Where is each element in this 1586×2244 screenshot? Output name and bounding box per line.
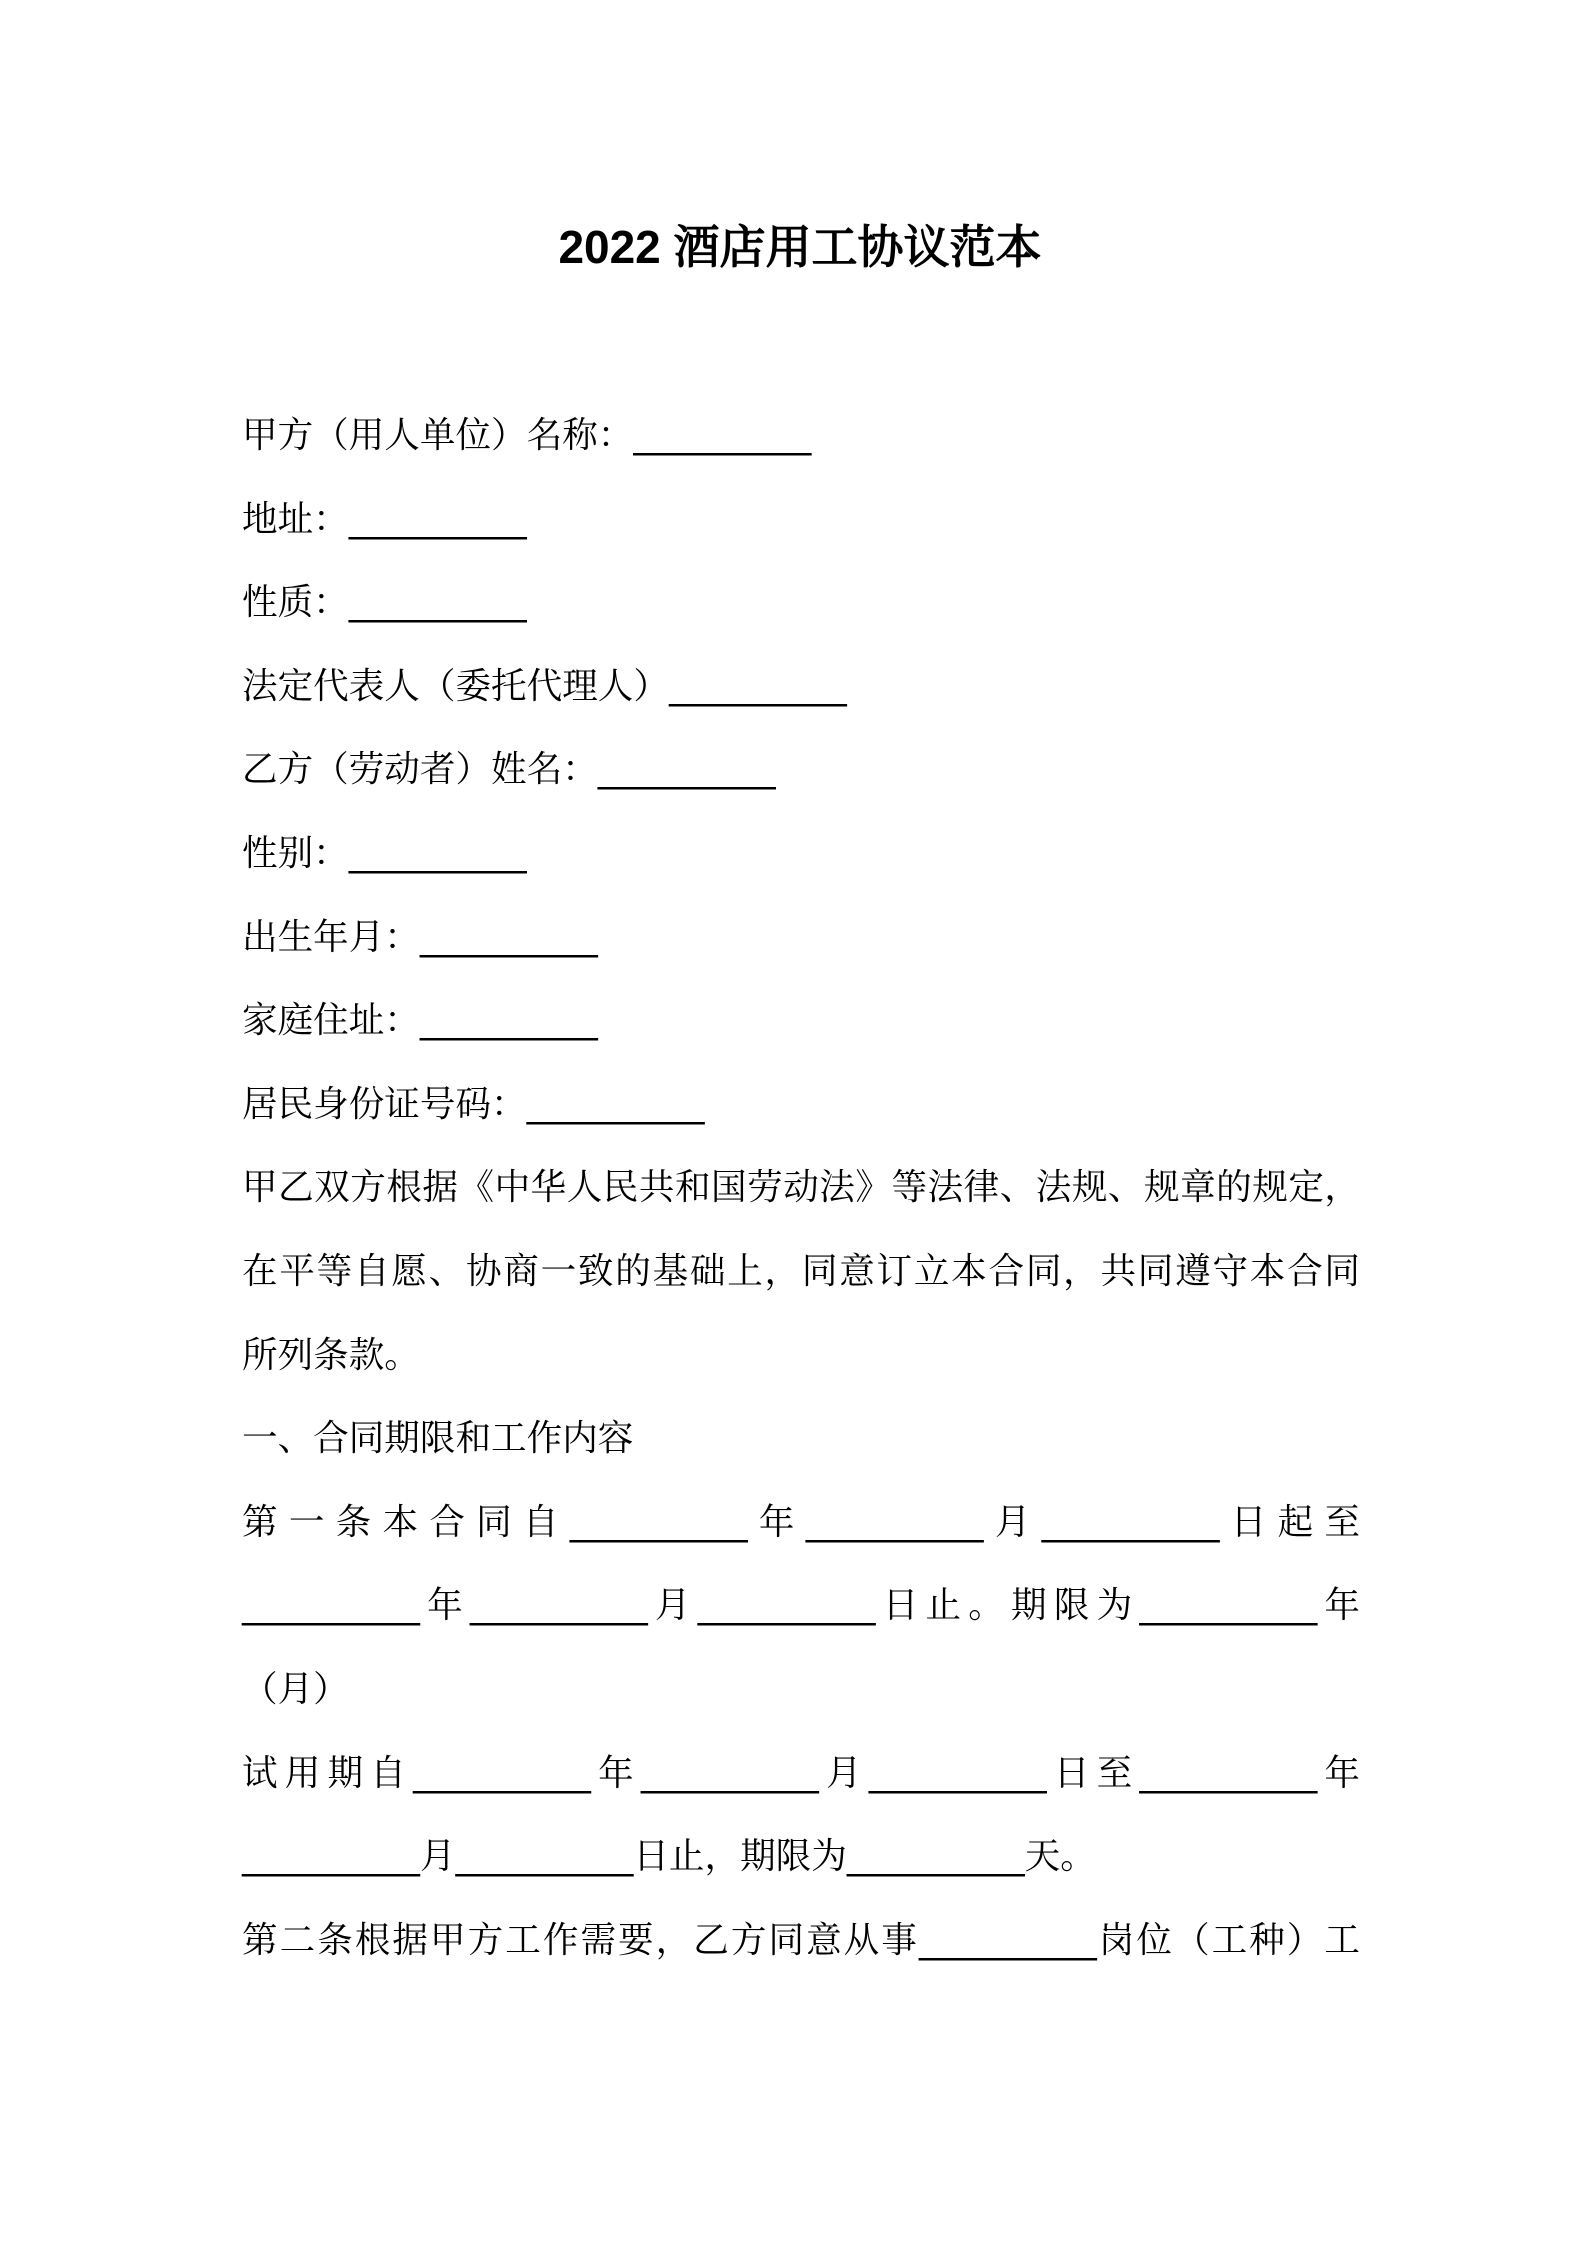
field-party-a-legal-representative <box>242 645 1360 729</box>
preamble-line: 在平等自愿、协商一致的基础上，同意订立本合同，共同遵守本合同 <box>242 1250 1360 1292</box>
fill-in-blank: __________ <box>348 832 527 874</box>
field-label: 地址： <box>242 498 349 540</box>
field-label: 甲方（用人单位）名称： <box>242 415 634 456</box>
field-party-a-nature <box>242 561 1360 645</box>
document-body <box>242 394 1360 1982</box>
field-label: 出生年月： <box>242 916 420 958</box>
field-label: 乙方（劳动者）姓名： <box>242 749 598 791</box>
field-party-b-birth-date <box>242 896 1360 980</box>
fill-in-blank: __________ <box>597 749 776 791</box>
probation-line: __________月__________日止，期限为__________天。 <box>242 1836 1096 1878</box>
article-1-line: 第一条本合同自__________年__________月__________日起至 <box>242 1501 1360 1543</box>
fill-in-blank: __________ <box>348 582 527 624</box>
fill-in-blank: __________ <box>348 498 527 540</box>
article-1-line: __________年__________月__________日止。期限为__________年 <box>242 1585 1360 1627</box>
field-party-b-home-address <box>242 979 1360 1063</box>
field-label: 性别： <box>242 832 349 874</box>
field-party-b-name <box>242 728 1360 812</box>
fill-in-blank: __________ <box>419 916 598 958</box>
fill-in-blank: __________ <box>668 665 847 707</box>
field-party-a-address <box>242 478 1360 562</box>
field-party-a-name <box>242 394 1360 478</box>
field-label: 法定代表人（委托代理人） <box>242 665 669 707</box>
preamble-line: 所列条款。 <box>242 1334 420 1376</box>
field-label: 家庭住址： <box>242 1000 420 1042</box>
document-title: 2022 酒店用工协议范本 <box>558 221 1042 273</box>
field-label: 性质： <box>242 582 349 624</box>
field-party-b-gender <box>242 812 1360 896</box>
fill-in-blank: __________ <box>419 1000 598 1042</box>
fill-in-blank: __________ <box>633 415 812 456</box>
article-2-line: 第二条根据甲方工作需要，乙方同意从事__________岗位（工种）工 <box>242 1919 1360 1961</box>
field-label: 居民身份证号码： <box>242 1083 527 1125</box>
probation-line: 试用期自__________年__________月__________日至__________年 <box>242 1752 1360 1794</box>
article-1-line: （月） <box>242 1668 349 1710</box>
field-party-b-id-number <box>242 1063 1360 1147</box>
fill-in-blank: __________ <box>526 1083 705 1125</box>
preamble-line: 甲乙双方根据《中华人民共和国劳动法》等法律、法规、规章的规定， <box>242 1167 1360 1209</box>
section-heading: 一、合同期限和工作内容 <box>242 1418 634 1460</box>
